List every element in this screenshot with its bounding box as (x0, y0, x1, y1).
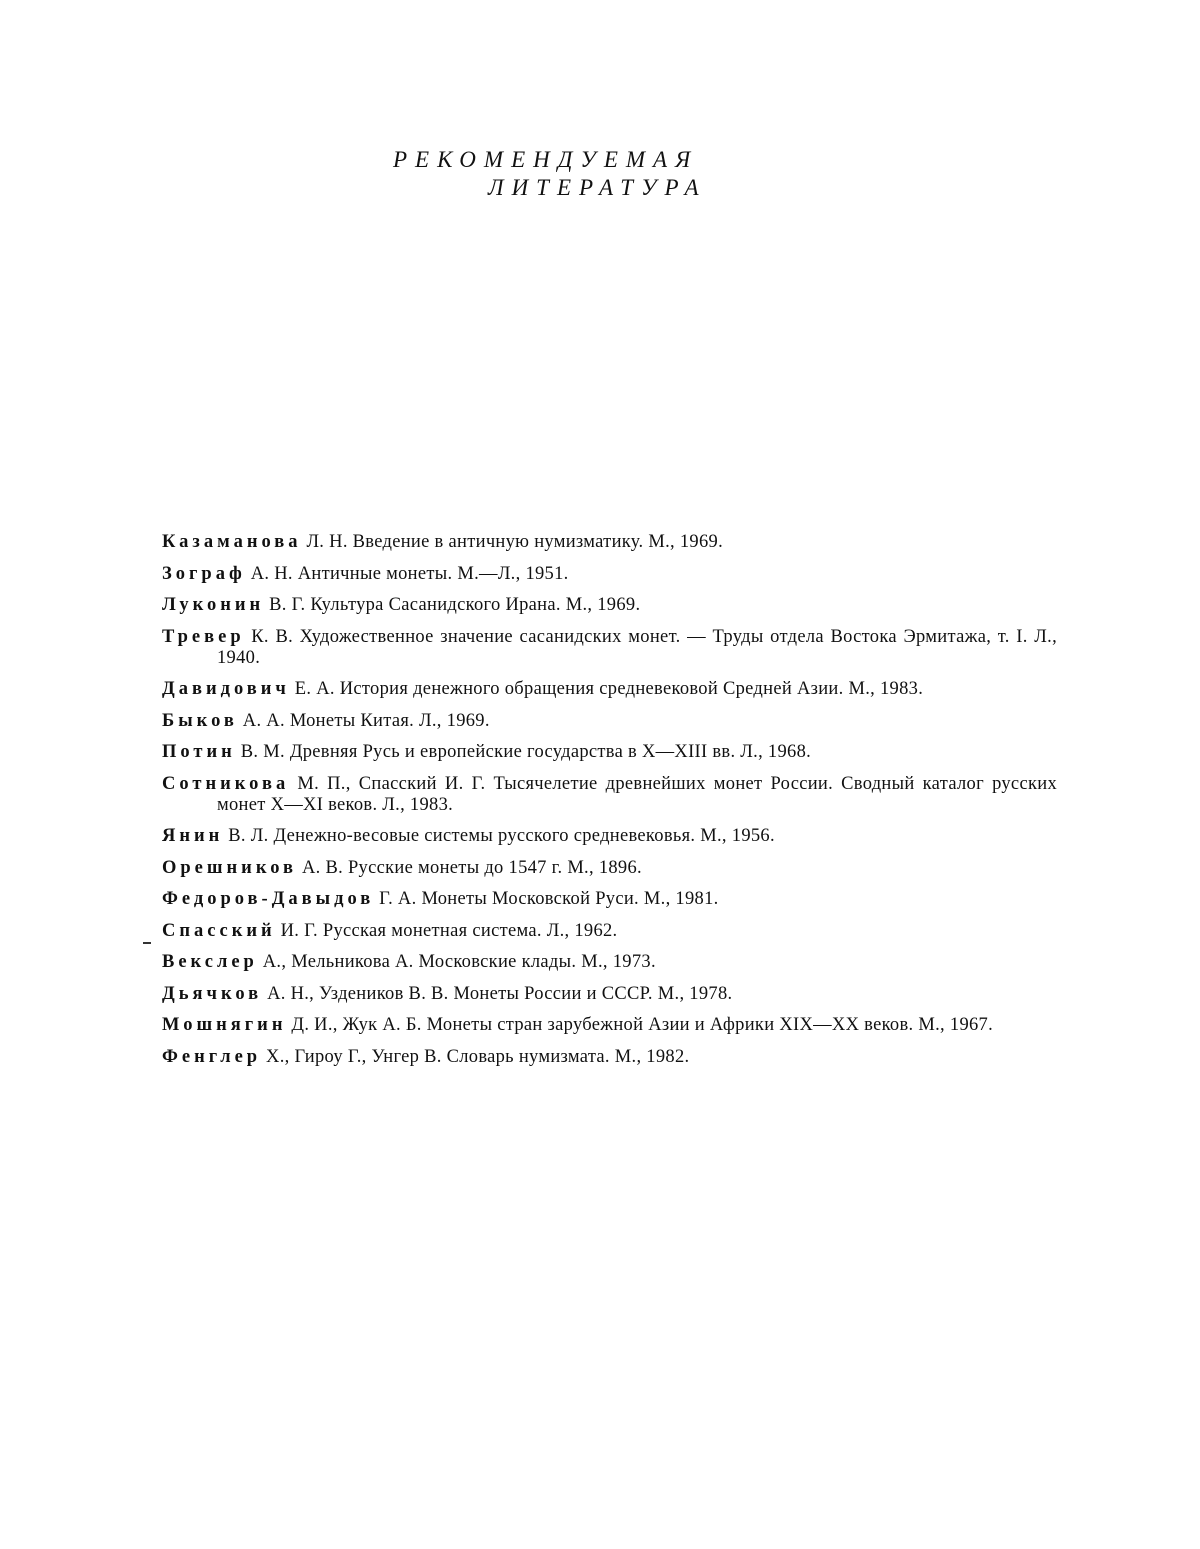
heading-line-1: РЕКОМЕНДУЕМАЯ (393, 147, 699, 172)
reference-item (162, 711, 1057, 732)
reference-author: Казаманова (162, 532, 302, 552)
reference-author: Давидович (162, 679, 290, 699)
reference-author: Потин (162, 742, 236, 762)
reference-author: Орешников (162, 857, 298, 878)
reference-item (162, 858, 1057, 879)
reference-item (162, 1015, 1057, 1036)
reference-text: И. Г. Русская монетная система. Л., 1962. (275, 920, 618, 941)
reference-author: Фенглер (162, 1046, 262, 1067)
reference-text: Д. И., Жук А. Б. Монеты стран зарубежной Азии и Африки XIX—XX веков. М., 1967. (286, 1015, 994, 1035)
scan-mark (143, 942, 151, 944)
reference-text: Л. Н. Введение в античную нумизматику. М., 1969. (301, 532, 723, 552)
reference-text: А. А. Монеты Китая. Л., 1969. (237, 710, 490, 731)
reference-item (162, 532, 1057, 553)
reference-item (162, 742, 1057, 763)
reference-author: Зограф (162, 563, 246, 584)
reference-author: Луконин (162, 595, 265, 615)
reference-item (162, 984, 1057, 1005)
reference-item (162, 1047, 1057, 1068)
reference-author: Спасский (162, 920, 276, 941)
reference-item (162, 774, 1057, 816)
reference-text: К. В. Художественное значение сасанидских монет. — Труды отдела Востока Эрмитажа, т. I. Л., 1940. (217, 626, 1057, 668)
reference-item (162, 595, 1057, 616)
reference-text: Г. А. Монеты Московской Руси. М., 1981. (374, 889, 719, 909)
reference-text: М. П., Спасский И. Г. Тысячелетие древнейших монет России. Сводный каталог русских монет X—XI веков. Л., 1983. (217, 773, 1057, 815)
reference-text: А. Н., Уздеников В. В. Монеты России и СССР. М., 1978. (262, 983, 733, 1004)
reference-item (162, 679, 1057, 700)
reference-text: А. Н. Античные монеты. М.—Л., 1951. (245, 563, 569, 584)
reference-text: А., Мельникова А. Московские клады. М., 1973. (257, 952, 656, 972)
reference-author: Быков (162, 710, 238, 731)
reference-item (162, 952, 1057, 973)
reference-item (162, 627, 1057, 669)
reference-author: Тревер (162, 626, 245, 647)
reference-author: Векслер (162, 952, 258, 972)
reference-list (162, 532, 1057, 1078)
reference-text: А. В. Русские монеты до 1547 г. М., 1896. (297, 857, 642, 878)
reference-item (162, 826, 1057, 847)
reference-text: В. М. Древняя Русь и европейские государства в X—XIII вв. Л., 1968. (235, 742, 812, 762)
reference-item (162, 564, 1057, 585)
heading-line-2: ЛИТЕРАТУРА (488, 175, 707, 200)
reference-item (162, 889, 1057, 910)
reference-author: Федоров-Давыдов (162, 889, 375, 909)
reference-text: Х., Гироу Г., Унгер В. Словарь нумизмата. М., 1982. (261, 1046, 690, 1067)
reference-item (162, 921, 1057, 942)
reference-author: Дьячков (162, 983, 263, 1004)
reference-text: Е. А. История денежного обращения средневековой Средней Азии. М., 1983. (289, 679, 924, 699)
reference-author: Янин (162, 826, 224, 846)
reference-author: Мошнягин (162, 1015, 287, 1035)
reference-text: В. Г. Культура Сасанидского Ирана. М., 1969. (264, 595, 641, 615)
reference-author: Сотникова (162, 773, 290, 794)
reference-text: В. Л. Денежно-весовые системы русского средневековья. М., 1956. (223, 826, 775, 846)
